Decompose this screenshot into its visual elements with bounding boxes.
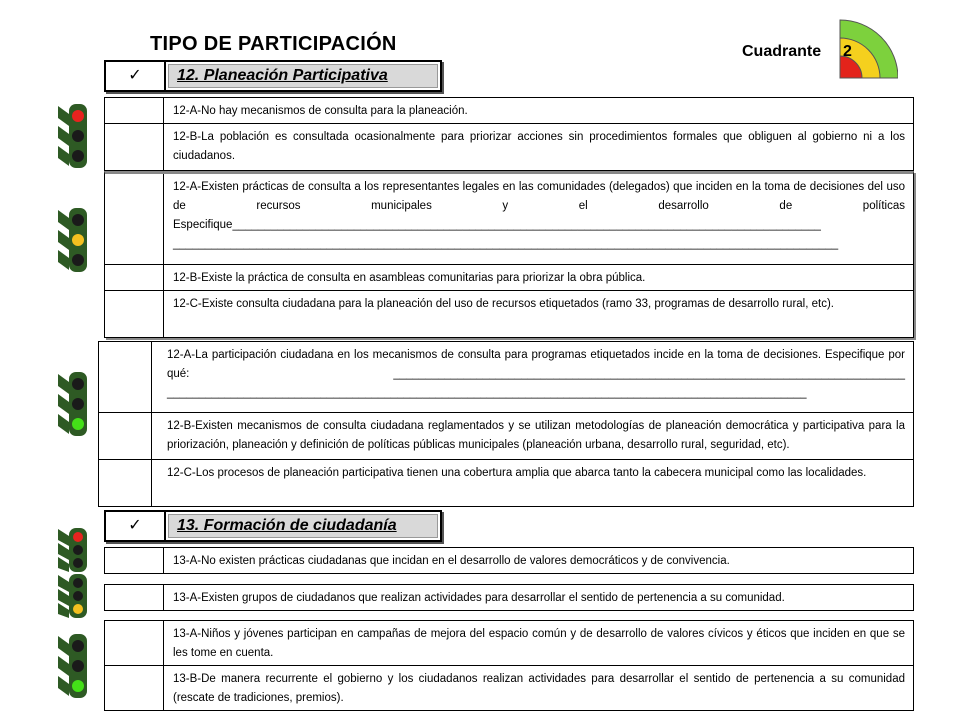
traffic-light-green-icon (56, 634, 92, 698)
criteria-row (105, 174, 913, 264)
criteria-row (105, 98, 913, 123)
criteria-text: 13-A-Niños y jóvenes participan en campañas de mejora del espacio común y de desarrollo de valores cívicos y éticos que inciden en que se les tome en cuenta. (173, 628, 905, 659)
check-icon: ✓ (106, 62, 166, 90)
criteria-text: 12-A-Existen prácticas de consulta a los representantes legales en las comunidades (delegados) que inciden en la toma de decisiones del uso de recursos municipales y el desarrollo de políticas Especifique____________________________________________________________________________________________ ________________________________________________________________________________________________________ (173, 181, 905, 250)
criteria-box-13-green (104, 620, 914, 711)
criteria-text: 12-B-La población es consultada ocasionalmente para priorizar acciones sin procedimientos formales que obliguen al gobierno ni a los ciudadanos. (173, 131, 905, 162)
check-cell[interactable] (105, 548, 164, 573)
criteria-text: 13-B-De manera recurrente el gobierno y los ciudadanos realizan actividades para desarrollar el sentido de pertenencia a su comunidad (rescate de tradiciones, premios). (173, 673, 905, 704)
criteria-text: 12-B-Existe la práctica de consulta en asambleas comunitarias para priorizar la obra pública. (173, 272, 646, 284)
criteria-row (105, 621, 913, 665)
traffic-light-red-icon (56, 528, 92, 572)
criteria-text: 12-C-Existe consulta ciudadana para la planeación del uso de recursos etiquetados (ramo 33, programas de desarrollo rural, etc). (173, 298, 834, 310)
criteria-box-13-yellow (104, 584, 914, 611)
traffic-light-yellow-icon (56, 208, 92, 272)
section-13-title: 13. Formación de ciudadanía (177, 517, 397, 534)
check-cell[interactable] (99, 413, 152, 459)
criteria-box-13-red (104, 547, 914, 574)
criteria-row (99, 412, 913, 459)
criteria-row (99, 459, 913, 506)
criteria-row (99, 342, 913, 412)
check-cell[interactable] (105, 98, 164, 123)
check-cell[interactable] (105, 666, 164, 710)
check-cell[interactable] (99, 342, 152, 412)
section-13-header (104, 510, 442, 542)
criteria-row (105, 665, 913, 710)
criteria-box-12-yellow (104, 171, 914, 338)
criteria-text: 13-A-Existen grupos de ciudadanos que realizan actividades para desarrollar el sentido de pertenencia a su comunidad. (173, 592, 785, 604)
check-cell[interactable] (99, 460, 152, 506)
traffic-light-green-icon (56, 372, 92, 436)
check-cell[interactable] (105, 174, 164, 264)
check-cell[interactable] (105, 265, 164, 290)
check-icon: ✓ (106, 512, 166, 540)
criteria-text: 12-A-No hay mecanismos de consulta para la planeación. (173, 105, 468, 117)
criteria-text: 12-A-La participación ciudadana en los mecanismos de consulta para programas etiquetados incide en la toma de decisiones. Especifique por qué: ________________________________________________________________________________ ____________________________________________________________________________________________________ (167, 349, 905, 399)
page-title: TIPO DE PARTICIPACIÓN (150, 33, 397, 55)
criteria-row (105, 548, 913, 573)
criteria-row (105, 290, 913, 337)
section-12-title: 12. Planeación Participativa (177, 67, 388, 84)
check-cell[interactable] (105, 585, 164, 610)
check-cell[interactable] (105, 621, 164, 665)
check-cell[interactable] (105, 124, 164, 170)
criteria-text: 12-B-Existen mecanismos de consulta ciudadana reglamentados y se utilizan metodologías de planeación democrática y participativa para la priorización, planeación y definición de políticas públicas municipales (planeación urbana, desarrollo rural, seguridad, etc). (167, 420, 905, 451)
criteria-row (105, 264, 913, 290)
section-12-header (104, 60, 442, 92)
traffic-light-yellow-icon (56, 574, 92, 618)
traffic-light-red-icon (56, 104, 92, 168)
check-cell[interactable] (105, 291, 164, 337)
criteria-row (105, 123, 913, 170)
criteria-row (105, 585, 913, 610)
criteria-box-12-green (98, 341, 914, 507)
criteria-text: 13-A-No existen prácticas ciudadanas que incidan en el desarrollo de valores democráticos y de convivencia. (173, 555, 730, 567)
criteria-text: 12-C-Los procesos de planeación participativa tienen una cobertura amplia que abarca tanto la cabecera municipal como las localidades. (167, 467, 867, 479)
cuadrante-number: 2 (843, 43, 852, 60)
criteria-box-12-red (104, 97, 914, 171)
cuadrante-label: Cuadrante (742, 43, 822, 60)
